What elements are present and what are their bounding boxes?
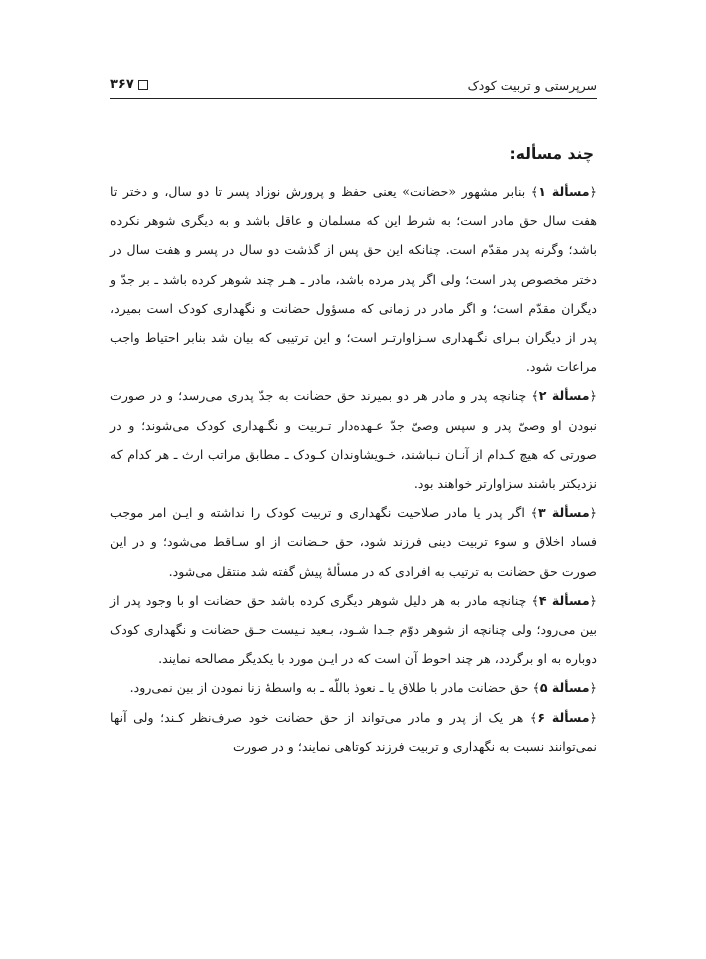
issue-text: هر یک از پدر و مادر می‌تواند از حق حضانت خود صرف‌نظر کـند؛ ولی آنها نمی‌توانند نسبت به نگهداری و تربیت فرزند کوتاهی نمایند؛ و در صورت xyxy=(110,709,597,754)
square-ornament-icon xyxy=(138,80,148,90)
close-bracket: ﴾ xyxy=(529,709,538,725)
open-bracket: ﴿ xyxy=(589,680,597,696)
running-title: سرپرستی و تربیت کودک xyxy=(467,78,597,93)
issue-paragraph xyxy=(110,703,597,761)
close-bracket: ﴾ xyxy=(531,388,539,404)
page-header xyxy=(110,76,597,99)
issue-label: مسألة ۲ xyxy=(538,388,590,404)
open-bracket: ﴿ xyxy=(589,388,597,404)
open-bracket: ﴿ xyxy=(589,592,598,608)
issue-text: اگر پدر یا مادر صلاحیت نگهداری و تربیت کودک را نداشته و ایـن امر موجب فساد اخلاق و سوء تربیت دینی فرزند شود، حق حـضانت از او سـاقط می‌شود؛ و در این صورت حق حضانت به ترتیب به افرادی که در مسألهٔ پیش گفته شد منتقل می‌شود. xyxy=(110,505,597,579)
issue-text: چنانچه پدر و مادر هر دو بمیرند حق حضانت به جدّ پدری می‌رسد؛ و در صورت نبودن او وصیّ پدر و سپس وصیّ جدّ عـهده‌دار تـربیت و نگـهداری کودک می‌شوند؛ و در صورتی که هیچ کـدام از آنـان نـباشند، خـویشاوندان کـودک ـ مطابق مراتب ارث ـ هر کدام که نزدیکتر باشند سزاوارتر خواهند بود. xyxy=(110,388,597,492)
issue-paragraph xyxy=(110,381,597,498)
page-number-group xyxy=(110,77,148,92)
close-bracket: ﴾ xyxy=(531,592,539,608)
open-bracket: ﴿ xyxy=(589,505,598,521)
page-number: ۳۶۷ xyxy=(110,77,134,92)
open-bracket: ﴿ xyxy=(589,709,597,725)
close-bracket: ﴾ xyxy=(532,680,540,696)
issue-label: مسألة ۳ xyxy=(538,505,590,521)
issue-text: بنابر مشهور «حضانت» یعنی حفظ و پرورش نوزاد پسر تا دو سال، و دختر تا هفت سال حق مادر است؛ به شرط این که مسلمان و عاقل باشد و به دیگری شوهر نکرده باشد؛ وگرنه پدر مقدّم است. چنانکه این حق پس از گذشت دو سال در پسر و هفت سال در دختر مخصوص پدر است؛ ولی اگر پدر مرده باشد، مادر ـ هـر چند شوهر کرده باشد ـ بر جدّ و دیگران مقدّم است؛ و اگر مادر در زمانی که مسؤول حضانت و نگهداری کودک است بمیرد، پدر از دیگران بـرای نگـهداری سـزاوارتـر است؛ و این ترتیبی که بیان شد بنابر احتیاط واجب مراعات شود. xyxy=(110,184,597,375)
section-title: چند مسأله: xyxy=(509,145,594,163)
issue-paragraph xyxy=(110,498,597,586)
issue-label: مسألة ۵ xyxy=(539,680,590,696)
issue-label: مسألة ۱ xyxy=(538,184,590,199)
issue-label: مسألة ۴ xyxy=(538,592,590,608)
close-bracket: ﴾ xyxy=(530,505,539,521)
issue-text: چنانچه مادر به هر دلیل شوهر دیگری کرده باشد حق حضانت او با وجود پدر از بین می‌رود؛ ولی چنانچه از شوهر دوّم جـدا شـود، بـعید نـیست حـق حضانت و نگهداری کودک دوباره به او برگردد، هر چند احوط آن است که در ایـن مورد با یکدیگر مصالحه نمایند. xyxy=(110,592,597,667)
issue-paragraph xyxy=(110,177,597,381)
close-bracket: ﴾ xyxy=(530,184,539,199)
issue-text: حق حضانت مادر با طلاق یا ـ نعوذ باللّه ـ به واسطهٔ زنا نمودن از بین نمی‌رود. xyxy=(129,680,533,696)
issue-label: مسألة ۶ xyxy=(537,709,590,725)
issue-paragraph xyxy=(110,586,597,674)
open-bracket: ﴿ xyxy=(589,184,597,199)
body-text xyxy=(110,177,597,761)
issue-paragraph xyxy=(110,673,597,702)
